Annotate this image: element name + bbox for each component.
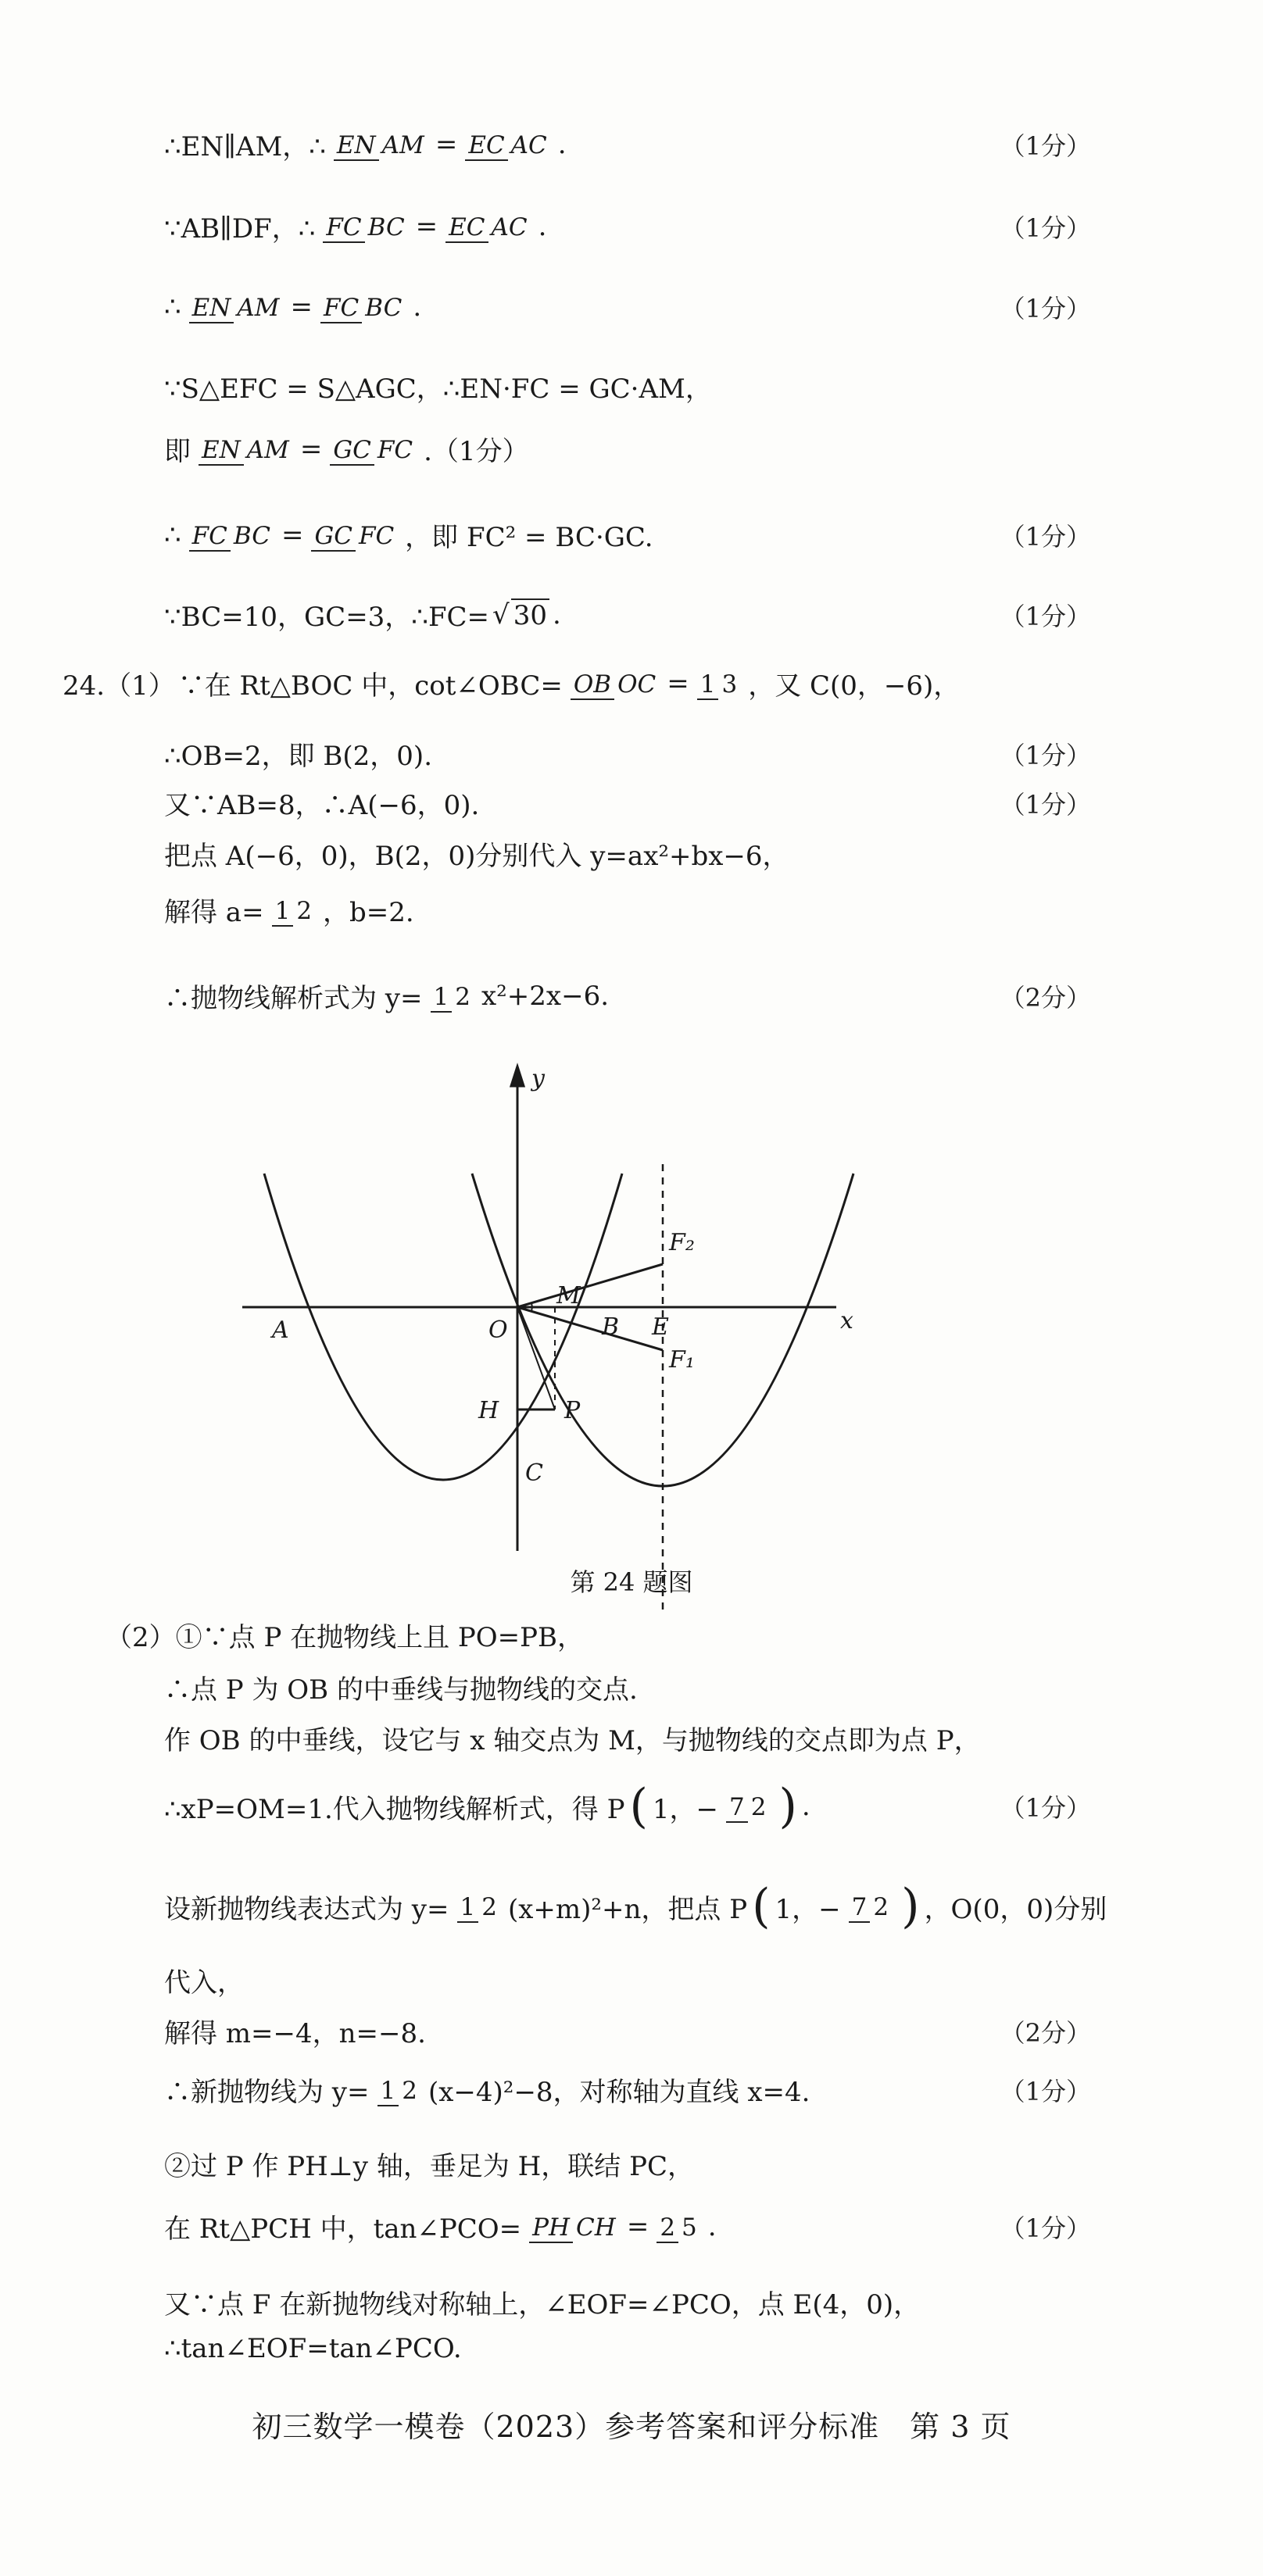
left-paren: ( xyxy=(752,1879,771,1934)
text: （2）①∵点 P 在抛物线上且 PO=PB， xyxy=(106,1622,585,1653)
part2-line-7 xyxy=(164,2012,1091,2050)
denominator: 5 xyxy=(682,2213,697,2242)
part2-line-12 xyxy=(164,2333,1091,2364)
denominator: AM xyxy=(381,130,424,159)
text: ∴EN∥AM，∴ xyxy=(164,131,326,163)
numerator: GC xyxy=(330,436,374,466)
score: （2分） xyxy=(1000,2017,1091,2048)
text: ∴ xyxy=(164,291,181,323)
text: 解得 m=−4，n=−8. xyxy=(164,2018,426,2049)
numerator: 1 xyxy=(431,983,453,1013)
fraction xyxy=(529,2211,619,2242)
numerator: 1 xyxy=(697,670,719,700)
text: 代入， xyxy=(164,1967,244,1999)
text: ，即 FC² = BC·GC. xyxy=(405,522,653,553)
denominator: AM xyxy=(237,294,280,322)
question-number: 24.（1） xyxy=(63,670,175,702)
part2-line-4 xyxy=(164,1779,1091,1834)
text: 解得 a= xyxy=(164,897,264,928)
denominator: 2 xyxy=(455,982,470,1011)
part2-line-8 xyxy=(164,2070,1091,2109)
text: (x−4)²−8，对称轴为直线 x=4. xyxy=(428,2077,810,2108)
page-footer: 初三数学一模卷（2023）参考答案和评分标准 第 3 页 xyxy=(252,2410,1011,2444)
label-f1: F₁ xyxy=(669,1346,695,1374)
score: （1分） xyxy=(1000,601,1091,631)
left-paren: ( xyxy=(629,1779,648,1834)
text: . xyxy=(801,1791,810,1822)
equals: = xyxy=(281,519,304,551)
part2-line-2 xyxy=(164,1668,1091,1706)
text: (x+m)²+n，把点 P xyxy=(507,1893,748,1925)
part2-line-3 xyxy=(164,1719,1091,1757)
equals: = xyxy=(299,433,323,465)
text: ∴xP=OM=1.代入抛物线解析式，得 P xyxy=(164,1793,625,1825)
right-paren: ) xyxy=(778,1779,797,1834)
y-axis-arrow xyxy=(511,1066,524,1086)
numerator: PH xyxy=(529,2213,573,2243)
numerator: EN xyxy=(334,131,379,161)
figure-caption: 第 24 题图 xyxy=(570,1567,693,1597)
part2-line-11 xyxy=(164,2283,1091,2321)
text: 又∵点 F 在新抛物线对称轴上，∠EOF=∠PCO，点 E(4，0)， xyxy=(164,2289,921,2321)
score: （2分） xyxy=(1000,982,1091,1013)
denominator: BC xyxy=(233,521,270,550)
original-parabola xyxy=(264,1174,622,1480)
numerator: EC xyxy=(465,131,507,161)
numerator: 1 xyxy=(377,2077,399,2106)
denominator: BC xyxy=(367,213,405,241)
label-m: M xyxy=(556,1282,581,1309)
sqrt-sign: √ xyxy=(492,598,510,631)
fraction xyxy=(377,2074,420,2106)
numerator: FC xyxy=(323,213,364,243)
text: ∴OB=2，即 B(2，0). xyxy=(164,741,433,772)
score: （1分） xyxy=(1000,2213,1091,2243)
text: 又∵AB=8，∴A(−6，0). xyxy=(164,790,480,821)
text: . xyxy=(552,598,561,631)
fraction xyxy=(457,1891,500,1922)
text: 即 xyxy=(164,436,191,467)
text: 作 OB 的中垂线，设它与 x 轴交点为 M，与抛物线的交点即为点 P， xyxy=(164,1725,981,1756)
label-o: O xyxy=(488,1317,508,1344)
score: （1分） xyxy=(1000,213,1091,243)
numerator: EC xyxy=(445,213,488,243)
label-p: P xyxy=(564,1397,581,1424)
label-e: E xyxy=(652,1313,669,1341)
denominator: 2 xyxy=(750,1793,767,1821)
label-y: y xyxy=(531,1065,545,1092)
text: ，又 C(0，−6)， xyxy=(748,670,961,702)
score: （1分） xyxy=(1000,130,1091,161)
text: ，b=2. xyxy=(323,897,414,928)
denominator: 2 xyxy=(296,896,313,925)
denominator: FC xyxy=(377,435,413,464)
part2-line-1 xyxy=(106,1616,1091,1654)
score: （1分） xyxy=(1000,294,1091,323)
label-x: x xyxy=(840,1307,853,1334)
fraction xyxy=(657,2211,699,2242)
denominator: OC xyxy=(617,670,657,698)
text: x²+2x−6. xyxy=(481,980,610,1012)
denominator: AC xyxy=(510,130,547,159)
text: . xyxy=(413,291,422,323)
numerator: EN xyxy=(199,436,244,466)
radicand: 30 xyxy=(511,598,549,631)
numerator: 2 xyxy=(657,2213,678,2243)
score: （1分） xyxy=(1000,2076,1091,2106)
numerator: 7 xyxy=(726,1793,748,1823)
text: .（1分） xyxy=(424,436,529,467)
denominator: BC xyxy=(365,294,403,322)
denominator: 2 xyxy=(402,2076,417,2105)
part2-line-10 xyxy=(164,2207,1091,2246)
denominator: 2 xyxy=(873,1893,889,1921)
equals: = xyxy=(667,667,689,699)
numerator: GC xyxy=(311,522,355,552)
denominator: 2 xyxy=(481,1893,497,1921)
text: ②过 P 作 PH⊥y 轴，垂足为 H，联结 PC， xyxy=(164,2151,694,2182)
denominator: FC xyxy=(358,521,395,550)
text: ∴tan∠EOF=tan∠PCO. xyxy=(164,2333,462,2364)
text: ∴抛物线解析式为 y= xyxy=(164,983,423,1014)
score: （1分） xyxy=(1000,1793,1091,1823)
text: ∴ xyxy=(164,519,181,551)
fraction xyxy=(726,1791,769,1822)
numerator: FC xyxy=(320,294,362,323)
part2-line-5 xyxy=(164,1879,1107,1934)
text: 设新抛物线表达式为 y= xyxy=(164,1893,449,1925)
numerator: 1 xyxy=(457,1893,479,1923)
equals: = xyxy=(626,2210,649,2242)
numerator: 1 xyxy=(272,897,294,927)
score: （1分） xyxy=(1000,521,1091,552)
angle-arc xyxy=(531,1303,532,1311)
text: ∵AB∥DF，∴ xyxy=(164,213,316,245)
equals: = xyxy=(435,128,458,160)
denominator: 3 xyxy=(721,670,738,698)
part2-line-6 xyxy=(164,1961,1091,1999)
denominator: AM xyxy=(246,435,289,464)
line-of1 xyxy=(517,1307,663,1350)
text: ∵S△EFC = S△AGC，∴EN·FC = GC·AM， xyxy=(164,373,712,405)
text: ∵BC=10，GC=3，∴FC= xyxy=(164,602,490,633)
text: ，O(0，0)分别 xyxy=(924,1893,1107,1925)
text: . xyxy=(557,128,567,160)
label-a: A xyxy=(272,1317,289,1344)
fraction xyxy=(849,1891,892,1922)
text: 1，− xyxy=(652,1793,719,1825)
text: . xyxy=(707,2210,717,2242)
label-h: H xyxy=(478,1397,499,1424)
part2-line-9 xyxy=(164,2145,1091,2183)
score: （1分） xyxy=(1000,789,1091,820)
equals: = xyxy=(290,291,313,323)
text: ∵在 Rt△BOC 中，cot∠OBC= xyxy=(177,670,563,702)
label-c: C xyxy=(525,1459,543,1487)
denominator: CH xyxy=(576,2213,616,2242)
text: ∴新抛物线为 y= xyxy=(164,2077,370,2108)
right-paren: ) xyxy=(901,1879,920,1934)
text: 把点 A(−6，0)，B(2，0)分别代入 y=ax²+bx−6， xyxy=(164,841,789,872)
numerator: 7 xyxy=(849,1893,871,1923)
score: （1分） xyxy=(1000,740,1091,770)
numerator: EN xyxy=(189,294,234,323)
text: . xyxy=(538,210,547,242)
text: 1，− xyxy=(775,1893,841,1925)
label-b: B xyxy=(602,1313,620,1341)
label-f2: F₂ xyxy=(669,1229,695,1256)
numerator: FC xyxy=(189,522,231,552)
equals: = xyxy=(415,210,438,242)
text: ∴点 P 为 OB 的中垂线与抛物线的交点. xyxy=(164,1674,638,1706)
text: 在 Rt△PCH 中，tan∠PCO= xyxy=(164,2213,522,2245)
denominator: AC xyxy=(491,213,528,241)
numerator: OB xyxy=(571,670,614,700)
segment-op xyxy=(517,1307,555,1409)
